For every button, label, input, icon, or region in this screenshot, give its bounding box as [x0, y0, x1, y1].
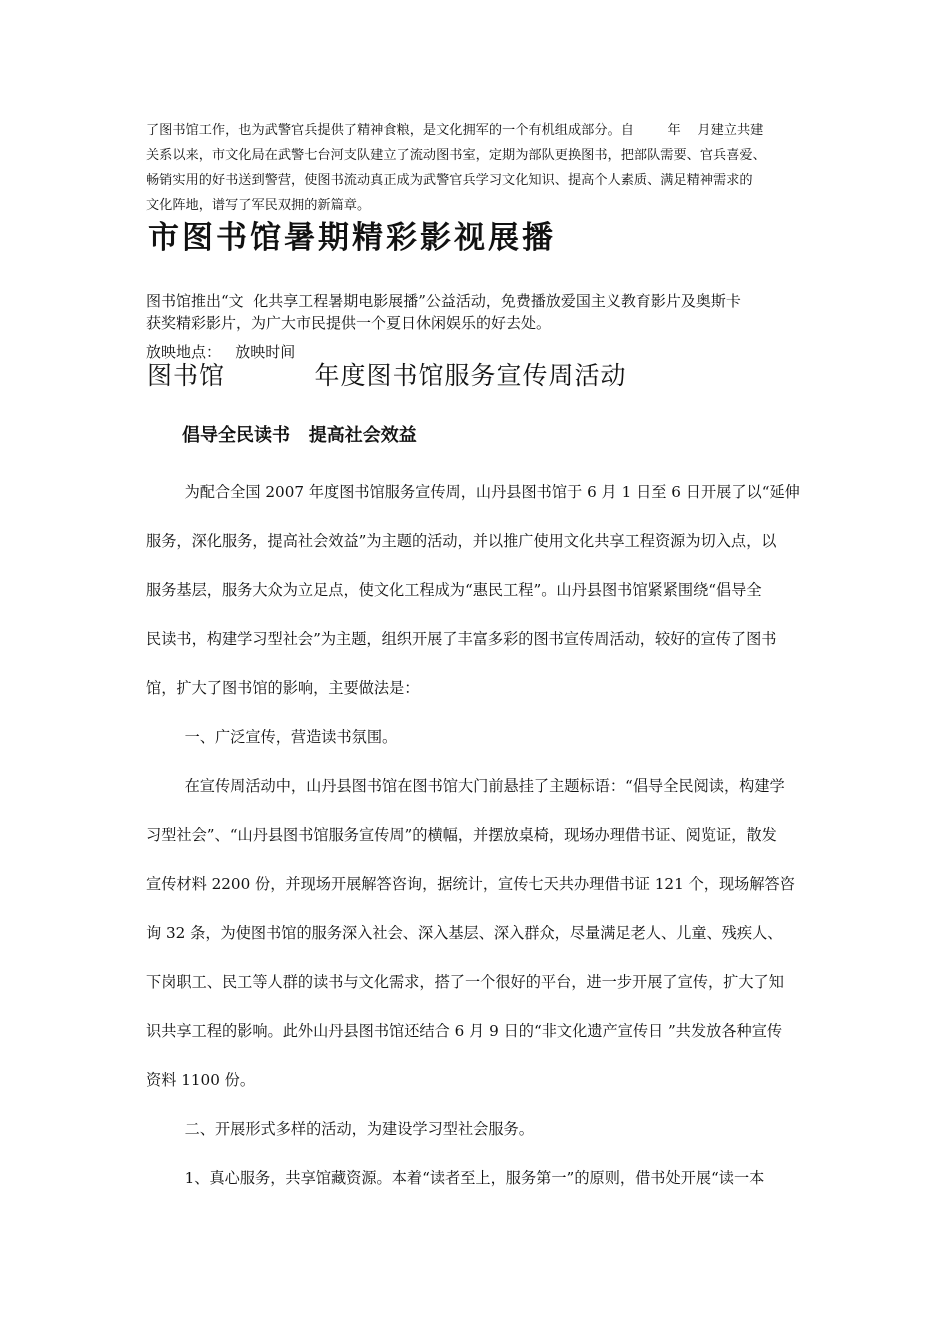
- paragraph-2: [146, 776, 816, 1119]
- paragraph-line: 习型社会”、“山丹县图书馆服务宣传周”的横幅，并摆放桌椅，现场办理借书证、阅览证，散发: [146, 826, 777, 844]
- paragraph-line: 服务，深化服务，提高社会效益”为主题的活动，并以推广使用文化共享工程资源为切入点，以: [146, 532, 777, 550]
- movie-intro-line: 获奖精彩影片，为广大市民提供一个夏日休闲娱乐的好去处。: [146, 314, 552, 332]
- movie-section-intro: [146, 290, 816, 334]
- intro-paragraph: [146, 118, 811, 218]
- venue-time-line: 放映地点： 放映时间: [146, 343, 296, 361]
- paragraph-line: 下岗职工、民工等人群的读书与文化需求，搭了一个很好的平台，进一步开展了宣传，扩大了知: [146, 973, 784, 991]
- paragraph-line: 1、真心服务，共享馆藏资源。本着“读者至上，服务第一”的原则，借书处开展“读一本: [146, 1169, 765, 1187]
- section-heading-text: 二、开展形式多样的活动，为建设学习型社会服务。: [146, 1120, 534, 1138]
- paragraph-line: 馆，扩大了图书馆的影响，主要做法是：: [146, 679, 420, 697]
- paragraph-line: 资料 1100 份。: [146, 1071, 256, 1089]
- paragraph-line: 为配合全国 2007 年度图书馆服务宣传周，山丹县图书馆于 6 月 1 日至 6 日开展了以“延伸: [146, 483, 800, 501]
- section-2-heading: [146, 1119, 816, 1168]
- paragraph-3: [146, 1168, 816, 1217]
- section-1-heading: [146, 727, 816, 776]
- service-week-subtitle: 倡导全民读书 提高社会效益: [182, 425, 417, 446]
- movie-intro-line: 图书馆推出“文 化共享工程暑期电影展播”公益活动，免费播放爱国主义教育影片及奥斯卡: [146, 292, 741, 310]
- service-week-title: 图书馆 年度图书馆服务宣传周活动: [147, 361, 627, 390]
- paragraph-1: [146, 482, 816, 727]
- intro-line: 畅销实用的好书送到警营，使图书流动真正成为武警官兵学习文化知识、提高个人素质、满足精神需求的: [146, 173, 753, 188]
- intro-line: 了图书馆工作，也为武警官兵提供了精神食粮，是文化拥军的一个有机组成部分。自 年 月建立共建: [146, 123, 764, 138]
- paragraph-line: 服务基层，服务大众为立足点，使文化工程成为“惠民工程”。山丹县图书馆紧紧围绕“倡导全: [146, 581, 762, 599]
- intro-line: 关系以来，市文化局在武警七台河支队建立了流动图书室，定期为部队更换图书，把部队需要、官兵喜爱、: [146, 148, 766, 163]
- paragraph-line: 识共享工程的影响。此外山丹县图书馆还结合 6 月 9 日的“非文化遗产宣传日 ”共发放各种宣传: [146, 1022, 783, 1040]
- paragraph-line: 询 32 条，为使图书馆的服务深入社会、深入基层、深入群众，尽量满足老人、儿童、残疾人、: [146, 924, 783, 942]
- section-heading-text: 一、广泛宣传，营造读书氛围。: [146, 728, 398, 746]
- movie-section-title: 市图书馆暑期精彩影视展播: [148, 220, 556, 256]
- paragraph-line: 宣传材料 2200 份，并现场开展解答咨询，据统计，宣传七天共办理借书证 121 个，现场解答咨: [146, 875, 795, 893]
- paragraph-line: 民读书，构建学习型社会”为主题，组织开展了丰富多彩的图书宣传周活动，较好的宣传了图书: [146, 630, 777, 648]
- intro-line: 文化阵地，谱写了军民双拥的新篇章。: [146, 198, 371, 213]
- paragraph-line: 在宣传周活动中，山丹县图书馆在图书馆大门前悬挂了主题标语：“倡导全民阅读，构建学: [146, 777, 785, 795]
